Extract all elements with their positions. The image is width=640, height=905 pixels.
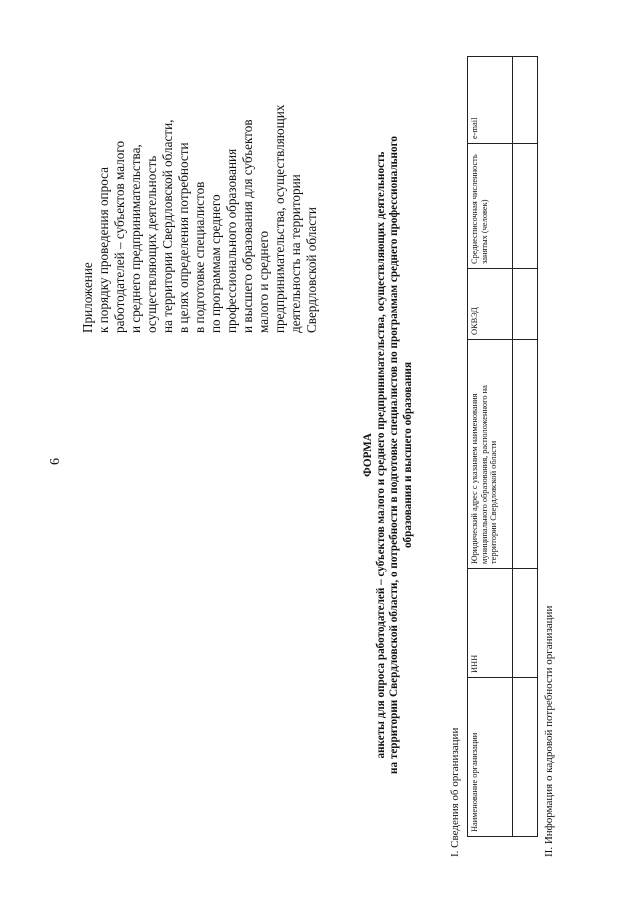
appendix-note (80, 105, 320, 333)
header-inn: ИНН (468, 569, 513, 678)
appendix-line: Приложение (80, 262, 95, 333)
section-2-title: II. Информация о кадровой потребности организации (543, 605, 555, 857)
appendix-line: на территории Свердловской области, (160, 119, 175, 333)
appendix-line: к порядку проведения опроса (96, 167, 111, 333)
form-title-heading: ФОРМА (362, 433, 374, 477)
appendix-line: по программам среднего (208, 194, 223, 333)
table-header-row (468, 57, 513, 837)
appendix-line: Свердловской области (304, 207, 319, 333)
form-title (362, 95, 415, 815)
page-number: 6 (48, 458, 63, 465)
table-cell (513, 678, 538, 837)
table-cell (513, 57, 538, 144)
appendix-line: работодателей – субъектов малого (112, 140, 127, 333)
header-org-name: Наименование организации (468, 678, 513, 837)
header-headcount: Среднесписочная численность занятых (человек) (468, 144, 513, 269)
appendix-line: профессионального образования (224, 148, 239, 333)
appendix-line: в целях определения потребности (176, 142, 191, 333)
appendix-line: деятельность на территории (288, 174, 303, 333)
table-cell (513, 269, 538, 340)
appendix-line: и высшего образования для субъектов (240, 119, 255, 333)
appendix-line: и среднего предпринимательства, (128, 144, 143, 333)
appendix-line: предпринимательства, осуществляющих (272, 104, 287, 333)
form-title-line: на территории Свердловской области, о потребности в подготовке специалистов по программам среднего профессионального (388, 136, 401, 774)
header-okved: ОКВЭД (468, 269, 513, 340)
table-cell (513, 340, 538, 569)
section-1-title: I. Сведения об организации (449, 727, 461, 857)
appendix-line: малого и среднего (256, 230, 271, 333)
organization-info-table (467, 56, 538, 837)
table-cell (513, 569, 538, 678)
header-legal-address: Юридический адрес с указанием наименования муниципального образования, расположенного на территории Свердловской области (468, 340, 513, 569)
table-cell (513, 144, 538, 269)
appendix-line: осуществляющих деятельность (144, 155, 159, 333)
table-row (513, 57, 538, 837)
appendix-line: в подготовке специалистов (192, 181, 207, 333)
header-email: e-mail (468, 57, 513, 144)
form-title-line: анкеты для опроса работодателей – субъектов малого и среднего предпринимательства, осуществляющих деятельность (375, 151, 388, 759)
form-title-line: образования и высшего образования (401, 361, 414, 549)
